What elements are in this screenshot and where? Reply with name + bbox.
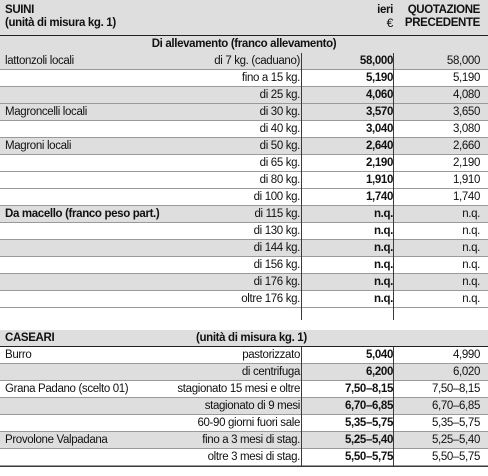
table-row (0, 138, 488, 155)
row-price-today: 5,040 (365, 349, 393, 361)
column-divider (393, 347, 394, 466)
suini-unit-label: (unità di misura kg. 1) (5, 17, 116, 29)
row-description: oltre 3 mesi di stag. (207, 451, 300, 463)
row-product-name: Magroncelli locali (5, 106, 87, 118)
row-price-today: 5,35–5,75 (344, 417, 393, 429)
table-row (0, 347, 488, 364)
row-price-previous: 4,990 (452, 349, 480, 361)
row-description: di 100 kg. (253, 191, 300, 203)
table-row (0, 432, 488, 449)
row-price-previous: 5,25–5,40 (431, 434, 480, 446)
row-separator (0, 307, 488, 308)
table-row (0, 274, 488, 291)
row-price-previous: 3,080 (452, 123, 480, 135)
row-price-today: 3,570 (365, 106, 393, 118)
row-price-today: n.q. (373, 276, 393, 288)
table-row (0, 104, 488, 121)
row-description: di 50 kg. (259, 140, 300, 152)
row-description: di 30 kg. (259, 106, 300, 118)
row-description: di 156 kg. (253, 259, 300, 271)
section-allevamento-label: Di allevamento (franco allevamento) (151, 38, 337, 50)
table-row (0, 398, 488, 415)
table-row (0, 223, 488, 240)
row-description: stagionato di 9 mesi (204, 400, 300, 412)
row-price-today: 4,060 (365, 89, 393, 101)
caseari-title: CASEARI (5, 332, 55, 344)
row-description: di 176 kg. (253, 276, 300, 288)
table-row (0, 449, 488, 466)
row-price-previous: 4,080 (452, 89, 480, 101)
row-price-previous: 3,650 (452, 106, 480, 118)
row-price-today: 2,190 (365, 157, 393, 169)
row-price-previous: 6,020 (452, 366, 480, 378)
row-product-name: Provolone Valpadana (5, 434, 108, 446)
row-product-name: Grana Padano (scelto 01) (5, 383, 129, 395)
row-price-previous: 1,910 (452, 174, 480, 186)
row-price-today: 1,910 (365, 174, 393, 186)
table-row (0, 155, 488, 172)
row-price-previous: n.q. (462, 293, 480, 305)
col-prev-label-2: PRECEDENTE (404, 17, 480, 29)
row-price-previous: 5,190 (452, 72, 480, 84)
row-description: stagionato 15 mesi e oltre (177, 383, 300, 395)
spacer (0, 320, 488, 330)
row-price-today: 5,25–5,40 (344, 434, 393, 446)
row-description: fino a 3 mesi di stag. (202, 434, 300, 446)
row-price-previous: n.q. (462, 225, 480, 237)
table-row (0, 364, 488, 381)
row-price-today: 6,70–6,85 (344, 400, 393, 412)
row-description: di 80 kg. (259, 174, 300, 186)
section-allevamento (0, 36, 488, 53)
caseari-unit-label: (unità di misura kg. 1) (196, 332, 307, 344)
table-row (0, 381, 488, 398)
row-price-today: 2,640 (365, 140, 393, 152)
col-prev-label-1: QUOTAZIONE (407, 4, 480, 16)
row-price-today: n.q. (373, 208, 393, 220)
row-price-previous: n.q. (462, 276, 480, 288)
row-description: 60-90 giorni fuori sale (197, 417, 300, 429)
table-bottom-rule (0, 466, 488, 467)
row-product-name: Da macello (franco peso part.) (5, 208, 160, 220)
row-price-today: 6,200 (365, 366, 393, 378)
table-row (0, 257, 488, 274)
table-row (0, 172, 488, 189)
row-description: di 40 kg. (259, 123, 300, 135)
row-price-today: 58,000 (359, 55, 393, 67)
row-description: oltre 176 kg. (241, 293, 300, 305)
row-price-previous: 6,70–6,85 (431, 400, 480, 412)
row-description: di 25 kg. (259, 89, 300, 101)
table-row (0, 189, 488, 206)
row-description: pastorizzato (242, 349, 300, 361)
row-price-previous: 5,35–5,75 (431, 417, 480, 429)
table-row (0, 53, 488, 70)
table-row (0, 240, 488, 257)
table-row (0, 291, 488, 308)
table-row (0, 415, 488, 432)
table-row (0, 121, 488, 138)
row-price-today: n.q. (373, 225, 393, 237)
row-description: fino a 15 kg. (241, 72, 300, 84)
table-row (0, 87, 488, 104)
table-row (0, 70, 488, 87)
row-product-name: Burro (5, 349, 32, 361)
row-price-previous: 58,000 (446, 55, 480, 67)
row-price-previous: 7,50–8,15 (431, 383, 480, 395)
table-row (0, 206, 488, 223)
row-description: di 144 kg. (253, 242, 300, 254)
col-ieri-label: ieri (377, 4, 393, 16)
row-price-previous: n.q. (462, 208, 480, 220)
row-description: di 115 kg. (254, 208, 300, 220)
column-divider (301, 347, 302, 466)
row-price-previous: n.q. (462, 259, 480, 271)
row-description: di 130 kg. (253, 225, 300, 237)
row-product-name: Magroni locali (5, 140, 72, 152)
row-price-today: 5,50–5,75 (344, 451, 393, 463)
row-price-previous: 1,740 (452, 191, 480, 203)
row-price-today: n.q. (373, 259, 393, 271)
row-description: di centrifuga (241, 366, 300, 378)
row-price-previous: n.q. (462, 242, 480, 254)
row-price-today: 3,040 (365, 123, 393, 135)
row-price-previous: 2,190 (452, 157, 480, 169)
col-currency-label: € (386, 16, 393, 30)
column-divider (393, 53, 394, 320)
column-divider (301, 53, 302, 320)
row-price-today: n.q. (373, 242, 393, 254)
caseari-header-band (0, 330, 488, 347)
row-description: di 7 kg. (caduano) (214, 55, 300, 67)
suini-title: SUINI (5, 4, 34, 16)
row-price-today: 1,740 (365, 191, 393, 203)
row-price-today: 5,190 (365, 72, 393, 84)
row-description: di 65 kg. (259, 157, 300, 169)
row-price-previous: 2,660 (452, 140, 480, 152)
row-product-name: lattonzoli locali (5, 55, 74, 67)
row-price-previous: 5,50–5,75 (431, 451, 480, 463)
row-price-today: n.q. (373, 293, 393, 305)
row-price-today: 7,50–8,15 (344, 383, 393, 395)
